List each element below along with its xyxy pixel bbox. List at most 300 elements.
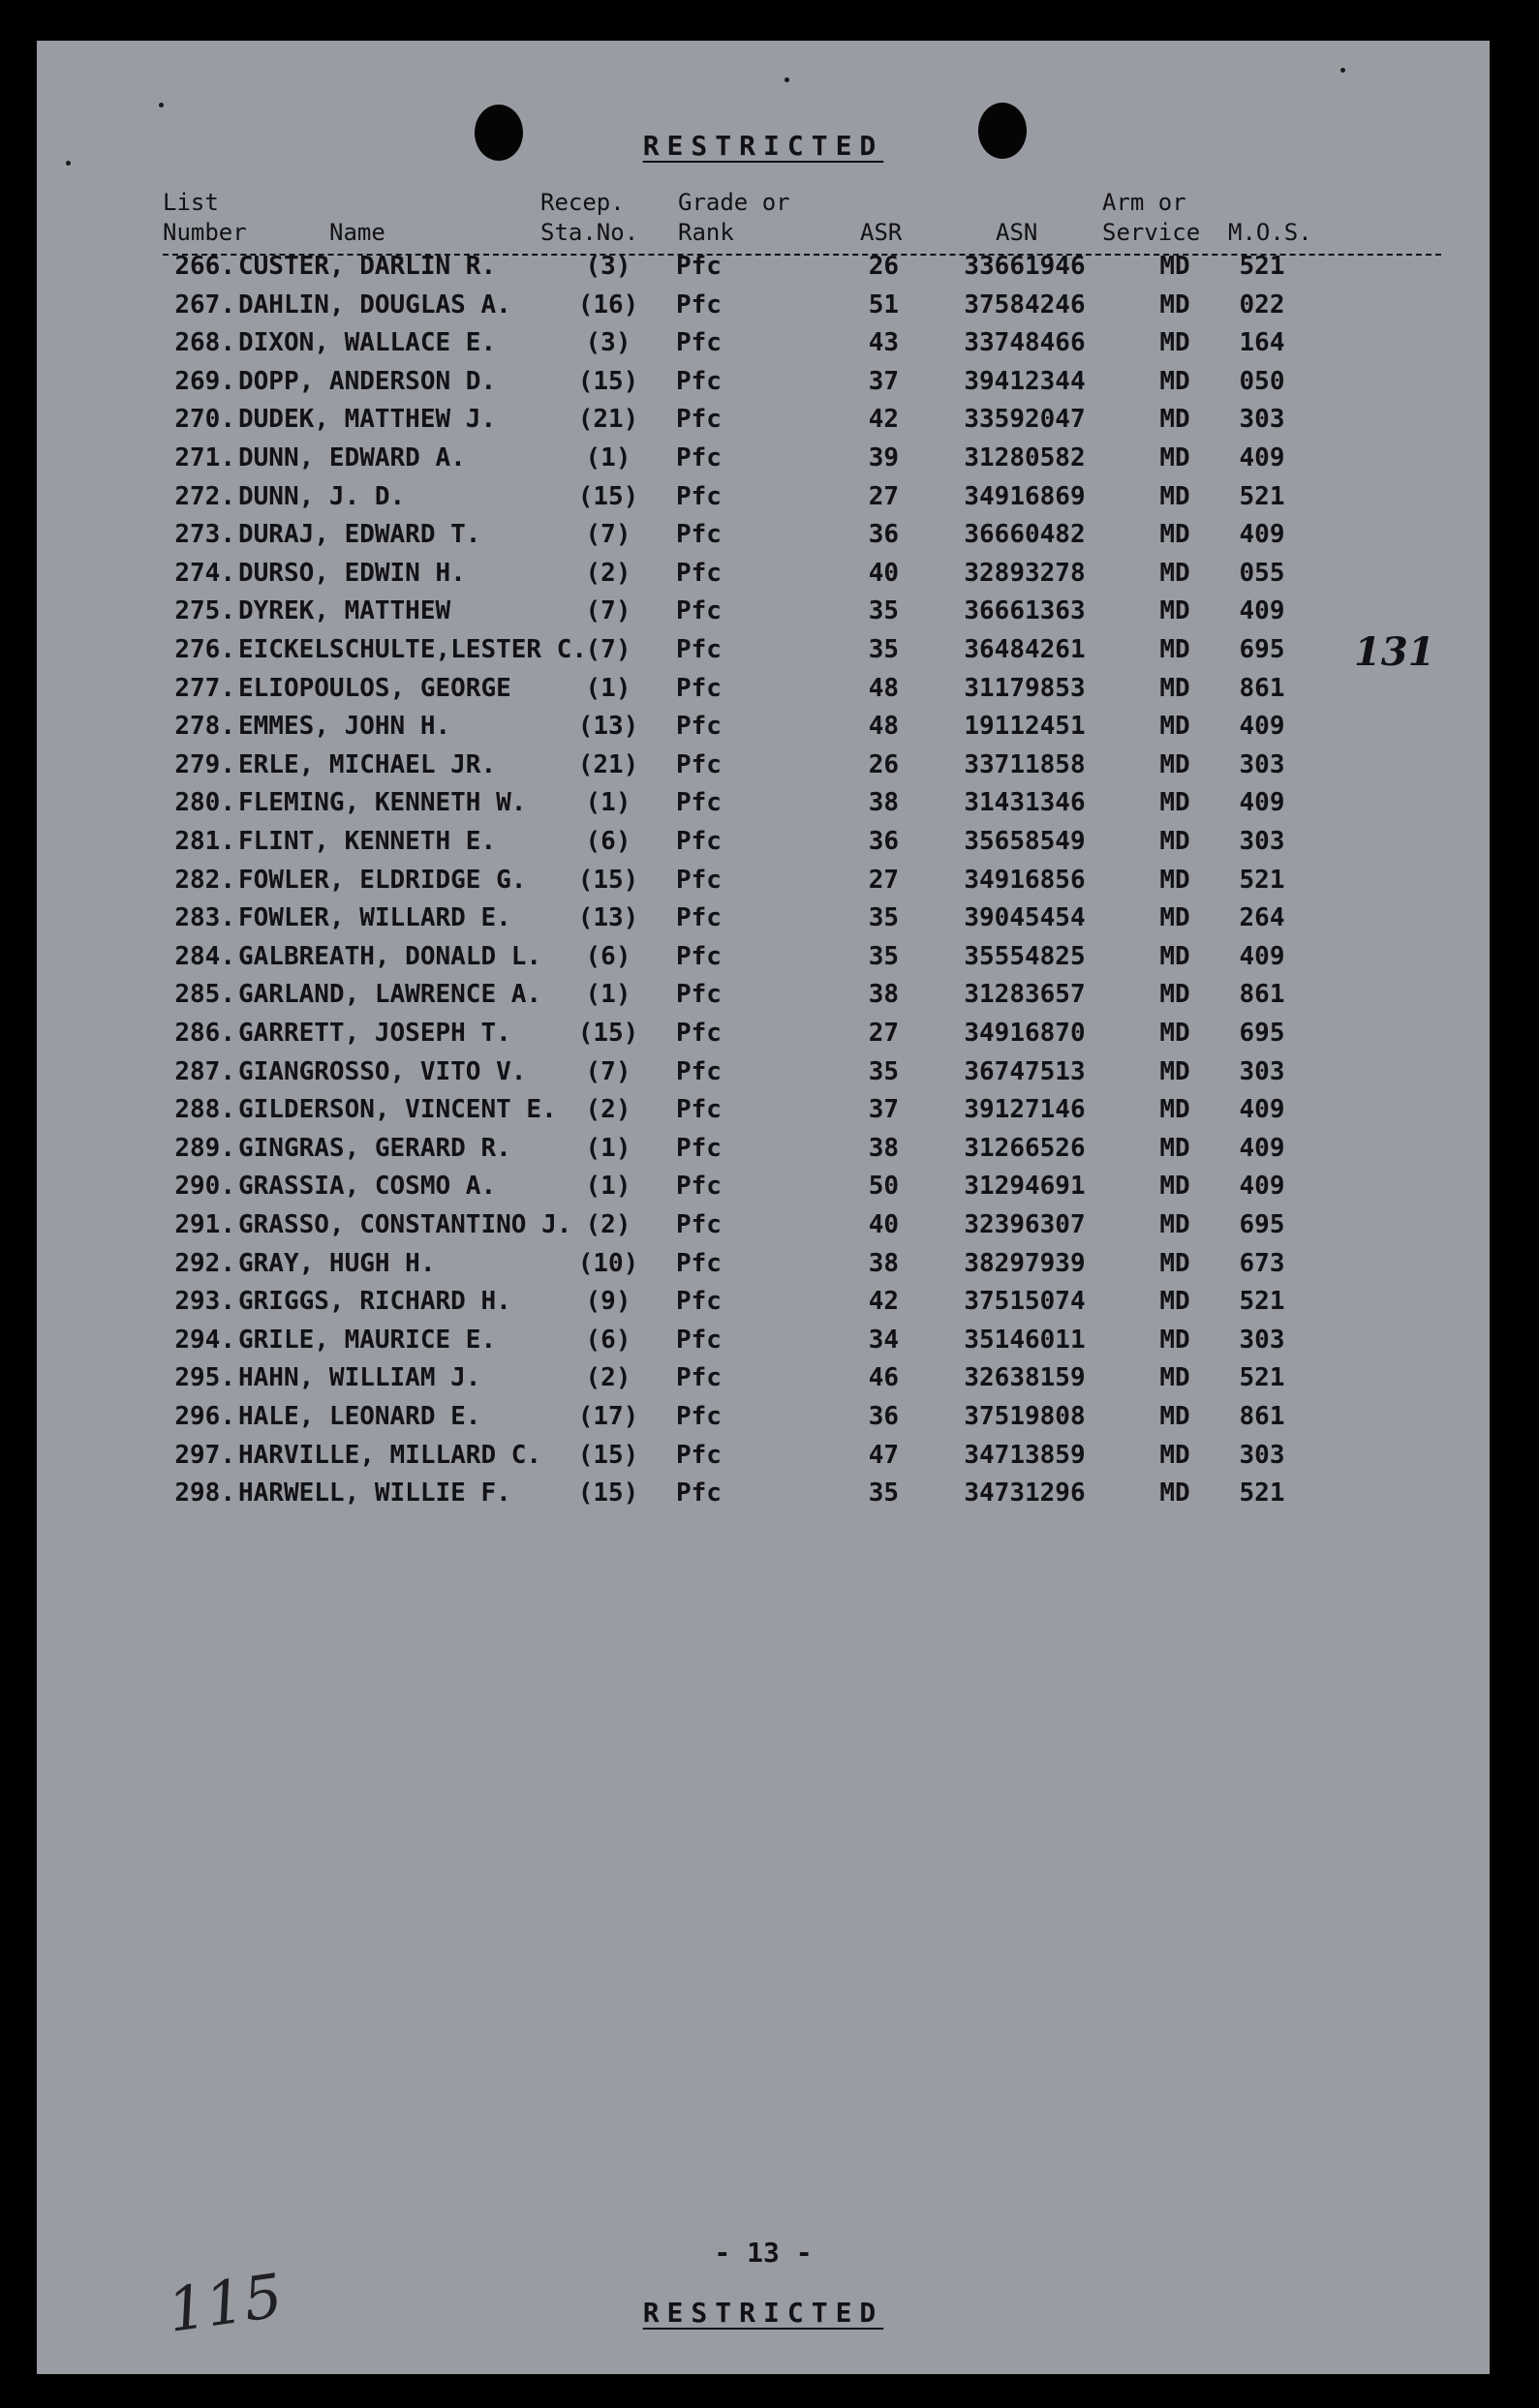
mos-code: 409	[1239, 1133, 1285, 1163]
list-number: 290.	[174, 1172, 235, 1202]
reception-station: (1)	[585, 1172, 631, 1202]
arm-service: MD	[1159, 788, 1190, 818]
mos-code: 050	[1239, 366, 1285, 396]
list-number: 298.	[174, 1478, 235, 1509]
col-header-list-number: List Number	[163, 189, 247, 246]
page-number: - 13 -	[714, 2237, 813, 2269]
soldier-name: DURAJ, EDWARD T.	[238, 520, 481, 550]
reception-station: (10)	[577, 1248, 639, 1278]
list-number: 294.	[174, 1325, 235, 1355]
list-number: 286.	[174, 1019, 235, 1048]
col-header-grade: Grade or Rank	[678, 189, 790, 246]
arm-service: MD	[1159, 443, 1190, 472]
grade: Pfc	[676, 366, 722, 396]
mos-code: 409	[1239, 443, 1285, 472]
arm-service: MD	[1159, 865, 1190, 895]
asr-score: 38	[868, 1248, 899, 1278]
grade: Pfc	[676, 1210, 722, 1239]
table-row	[37, 1019, 1490, 1057]
serial-number: 39412344	[964, 366, 1086, 396]
reception-station: (2)	[585, 1363, 631, 1393]
soldier-name: GILDERSON, VINCENT E.	[238, 1095, 557, 1125]
mos-code: 521	[1239, 865, 1285, 895]
asr-score: 38	[868, 788, 899, 818]
serial-number: 31431346	[964, 788, 1086, 818]
serial-number: 31294691	[964, 1172, 1086, 1202]
asr-score: 35	[868, 1478, 899, 1509]
list-number: 270.	[174, 405, 235, 435]
asr-score: 40	[868, 1210, 899, 1239]
list-number: 278.	[174, 712, 235, 742]
grade: Pfc	[676, 712, 722, 742]
table-row	[37, 980, 1490, 1019]
reception-station: (1)	[585, 980, 631, 1010]
table-row	[37, 1402, 1490, 1441]
mos-code: 673	[1239, 1248, 1285, 1278]
mos-code: 409	[1239, 1172, 1285, 1202]
serial-number: 31266526	[964, 1133, 1086, 1163]
soldier-name: HAHN, WILLIAM J.	[238, 1363, 481, 1393]
arm-service: MD	[1159, 290, 1190, 320]
arm-service: MD	[1159, 1133, 1190, 1163]
arm-service: MD	[1159, 252, 1190, 281]
table-row	[37, 1287, 1490, 1326]
asr-score: 27	[868, 1019, 899, 1048]
table-row	[37, 903, 1490, 942]
arm-service: MD	[1159, 1056, 1190, 1086]
soldier-name: GINGRAS, GERARD R.	[238, 1133, 511, 1163]
serial-number: 35146011	[964, 1325, 1086, 1355]
grade: Pfc	[676, 749, 722, 779]
grade: Pfc	[676, 865, 722, 895]
grade: Pfc	[676, 596, 722, 626]
soldier-name: GALBREATH, DONALD L.	[238, 941, 542, 971]
grade: Pfc	[676, 1402, 722, 1431]
asr-score: 48	[868, 673, 899, 703]
mos-code: 861	[1239, 1402, 1285, 1431]
mos-code: 303	[1239, 749, 1285, 779]
asr-score: 35	[868, 941, 899, 971]
arm-service: MD	[1159, 405, 1190, 435]
mos-code: 164	[1239, 328, 1285, 358]
arm-service: MD	[1159, 1363, 1190, 1393]
list-number: 287.	[174, 1056, 235, 1086]
serial-number: 32638159	[964, 1363, 1086, 1393]
reception-station: (1)	[585, 443, 631, 472]
list-number: 289.	[174, 1133, 235, 1163]
list-number: 274.	[174, 558, 235, 588]
asr-score: 47	[868, 1440, 899, 1470]
reception-station: (1)	[585, 788, 631, 818]
asr-score: 42	[868, 1287, 899, 1317]
reception-station: (2)	[585, 558, 631, 588]
asr-score: 46	[868, 1363, 899, 1393]
reception-station: (7)	[585, 635, 631, 664]
table-row	[37, 1172, 1490, 1210]
grade: Pfc	[676, 1056, 722, 1086]
reception-station: (6)	[585, 1325, 631, 1355]
mos-code: 521	[1239, 1363, 1285, 1393]
asr-score: 27	[868, 865, 899, 895]
serial-number: 33592047	[964, 405, 1086, 435]
asr-score: 37	[868, 1095, 899, 1125]
grade: Pfc	[676, 941, 722, 971]
table-row	[37, 788, 1490, 827]
table-row	[37, 596, 1490, 635]
soldier-name: DAHLIN, DOUGLAS A.	[238, 290, 511, 320]
grade: Pfc	[676, 520, 722, 550]
mos-code: 303	[1239, 827, 1285, 856]
serial-number: 38297939	[964, 1248, 1086, 1278]
soldier-name: DIXON, WALLACE E.	[238, 328, 497, 358]
grade: Pfc	[676, 1095, 722, 1125]
grade: Pfc	[676, 1363, 722, 1393]
arm-service: MD	[1159, 1019, 1190, 1048]
serial-number: 33711858	[964, 749, 1086, 779]
soldier-name: HALE, LEONARD E.	[238, 1402, 481, 1431]
grade: Pfc	[676, 481, 722, 511]
classification-footer: RESTRICTED	[642, 2297, 884, 2329]
list-number: 295.	[174, 1363, 235, 1393]
list-number: 279.	[174, 749, 235, 779]
col-header-recep-station: Recep. Sta.No.	[540, 189, 639, 246]
serial-number: 34713859	[964, 1440, 1086, 1470]
grade: Pfc	[676, 1478, 722, 1509]
asr-score: 51	[868, 290, 899, 320]
grade: Pfc	[676, 1172, 722, 1202]
grade: Pfc	[676, 827, 722, 856]
arm-service: MD	[1159, 366, 1190, 396]
list-number: 291.	[174, 1210, 235, 1239]
asr-score: 26	[868, 749, 899, 779]
serial-number: 34916870	[964, 1019, 1086, 1048]
grade: Pfc	[676, 903, 722, 933]
reception-station: (15)	[577, 366, 639, 396]
arm-service: MD	[1159, 1440, 1190, 1470]
arm-service: MD	[1159, 1095, 1190, 1125]
table-row	[37, 328, 1490, 367]
asr-score: 27	[868, 481, 899, 511]
mos-code: 303	[1239, 1056, 1285, 1086]
list-number: 296.	[174, 1402, 235, 1431]
list-number: 280.	[174, 788, 235, 818]
arm-service: MD	[1159, 635, 1190, 664]
asr-score: 35	[868, 1056, 899, 1086]
list-number: 275.	[174, 596, 235, 626]
list-number: 292.	[174, 1248, 235, 1278]
table-row	[37, 252, 1490, 290]
grade: Pfc	[676, 443, 722, 472]
soldier-name: DYREK, MATTHEW	[238, 596, 451, 626]
table-row	[37, 443, 1490, 482]
grade: Pfc	[676, 290, 722, 320]
table-row	[37, 559, 1490, 597]
mos-code: 409	[1239, 941, 1285, 971]
table-row	[37, 1326, 1490, 1364]
serial-number: 32893278	[964, 558, 1086, 588]
soldier-name: DURSO, EDWIN H.	[238, 558, 466, 588]
soldier-name: DUDEK, MATTHEW J.	[238, 405, 497, 435]
grade: Pfc	[676, 1440, 722, 1470]
asr-score: 38	[868, 980, 899, 1010]
table-row	[37, 367, 1490, 406]
reception-station: (3)	[585, 252, 631, 281]
asr-score: 35	[868, 903, 899, 933]
col-header-asr: ASR	[860, 219, 903, 246]
mos-code: 695	[1239, 1019, 1285, 1048]
arm-service: MD	[1159, 1478, 1190, 1509]
table-row	[37, 1363, 1490, 1402]
reception-station: (15)	[577, 1478, 639, 1509]
serial-number: 33661946	[964, 252, 1086, 281]
handwritten-number: 115	[163, 2260, 287, 2346]
list-number: 267.	[174, 290, 235, 320]
reception-station: (7)	[585, 520, 631, 550]
asr-score: 42	[868, 405, 899, 435]
serial-number: 37519808	[964, 1402, 1086, 1431]
table-row	[37, 1134, 1490, 1173]
table-row	[37, 1249, 1490, 1288]
soldier-name: GARLAND, LAWRENCE A.	[238, 980, 542, 1010]
asr-score: 39	[868, 443, 899, 472]
serial-number: 19112451	[964, 712, 1086, 742]
grade: Pfc	[676, 328, 722, 358]
asr-score: 36	[868, 520, 899, 550]
mos-code: 409	[1239, 1095, 1285, 1125]
grade: Pfc	[676, 788, 722, 818]
reception-station: (7)	[585, 1056, 631, 1086]
ink-speck	[159, 103, 164, 107]
table-row	[37, 405, 1490, 443]
mos-code: 861	[1239, 673, 1285, 703]
soldier-name: HARWELL, WILLIE F.	[238, 1478, 511, 1509]
reception-station: (1)	[585, 673, 631, 703]
mos-code: 409	[1239, 712, 1285, 742]
soldier-name: HARVILLE, MILLARD C.	[238, 1440, 542, 1470]
mos-code: 409	[1239, 788, 1285, 818]
soldier-name: FOWLER, WILLARD E.	[238, 903, 511, 933]
serial-number: 37515074	[964, 1287, 1086, 1317]
serial-number: 39045454	[964, 903, 1086, 933]
grade: Pfc	[676, 558, 722, 588]
table-row	[37, 1057, 1490, 1096]
reception-station: (13)	[577, 712, 639, 742]
serial-number: 34731296	[964, 1478, 1086, 1509]
reception-station: (1)	[585, 1133, 631, 1163]
soldier-name: GRAY, HUGH H.	[238, 1248, 436, 1278]
serial-number: 35554825	[964, 941, 1086, 971]
table-row	[37, 635, 1490, 674]
serial-number: 36747513	[964, 1056, 1086, 1086]
mos-code: 409	[1239, 596, 1285, 626]
soldier-name: FLEMING, KENNETH W.	[238, 788, 527, 818]
soldier-name: GRASSO, CONSTANTINO J.	[238, 1210, 572, 1239]
asr-score: 48	[868, 712, 899, 742]
table-row	[37, 712, 1490, 750]
table-row	[37, 1210, 1490, 1249]
margin-page-stamp: 131	[1354, 629, 1435, 675]
reception-station: (6)	[585, 827, 631, 856]
table-row	[37, 674, 1490, 713]
list-number: 288.	[174, 1095, 235, 1125]
asr-score: 36	[868, 1402, 899, 1431]
list-number: 281.	[174, 827, 235, 856]
reception-station: (6)	[585, 941, 631, 971]
serial-number: 36484261	[964, 635, 1086, 664]
table-row	[37, 1095, 1490, 1134]
table-row	[37, 290, 1490, 329]
mos-code: 695	[1239, 635, 1285, 664]
mos-code: 055	[1239, 558, 1285, 588]
reception-station: (2)	[585, 1095, 631, 1125]
mos-code: 521	[1239, 1478, 1285, 1509]
arm-service: MD	[1159, 1287, 1190, 1317]
arm-service: MD	[1159, 520, 1190, 550]
asr-score: 36	[868, 827, 899, 856]
table-row	[37, 827, 1490, 866]
list-number: 282.	[174, 865, 235, 895]
asr-score: 38	[868, 1133, 899, 1163]
arm-service: MD	[1159, 1172, 1190, 1202]
mos-code: 303	[1239, 405, 1285, 435]
reception-station: (2)	[585, 1210, 631, 1239]
reception-station: (15)	[577, 1440, 639, 1470]
list-number: 276.	[174, 635, 235, 664]
reception-station: (7)	[585, 596, 631, 626]
serial-number: 31283657	[964, 980, 1086, 1010]
col-header-mos: M.O.S.	[1228, 219, 1312, 246]
list-number: 266.	[174, 252, 235, 281]
soldier-name: GIANGROSSO, VITO V.	[238, 1056, 527, 1086]
reception-station: (15)	[577, 865, 639, 895]
grade: Pfc	[676, 1287, 722, 1317]
soldier-name: FOWLER, ELDRIDGE G.	[238, 865, 527, 895]
serial-number: 32396307	[964, 1210, 1086, 1239]
col-header-arm-service: Arm or Service	[1102, 189, 1201, 246]
soldier-name: DOPP, ANDERSON D.	[238, 366, 497, 396]
arm-service: MD	[1159, 673, 1190, 703]
list-number: 269.	[174, 366, 235, 396]
table-row	[37, 482, 1490, 521]
arm-service: MD	[1159, 749, 1190, 779]
classification-header: RESTRICTED	[642, 130, 884, 162]
soldier-name: DUNN, EDWARD A.	[238, 443, 466, 472]
asr-score: 35	[868, 635, 899, 664]
mos-code: 303	[1239, 1440, 1285, 1470]
reception-station: (9)	[585, 1287, 631, 1317]
serial-number: 33748466	[964, 328, 1086, 358]
soldier-name: FLINT, KENNETH E.	[238, 827, 497, 856]
reception-station: (17)	[577, 1402, 639, 1431]
ink-speck	[785, 77, 789, 82]
arm-service: MD	[1159, 596, 1190, 626]
serial-number: 36661363	[964, 596, 1086, 626]
reception-station: (16)	[577, 290, 639, 320]
reception-station: (15)	[577, 1019, 639, 1048]
serial-number: 37584246	[964, 290, 1086, 320]
mos-code: 409	[1239, 520, 1285, 550]
grade: Pfc	[676, 1325, 722, 1355]
asr-score: 35	[868, 596, 899, 626]
list-number: 272.	[174, 481, 235, 511]
list-number: 297.	[174, 1440, 235, 1470]
serial-number: 39127146	[964, 1095, 1086, 1125]
asr-score: 37	[868, 366, 899, 396]
list-number: 271.	[174, 443, 235, 472]
serial-number: 34916869	[964, 481, 1086, 511]
soldier-name: DUNN, J. D.	[238, 481, 406, 511]
soldier-name: CUSTER, DARLIN R.	[238, 252, 497, 281]
list-number: 273.	[174, 520, 235, 550]
mos-code: 521	[1239, 481, 1285, 511]
reception-station: (21)	[577, 749, 639, 779]
document-page	[37, 41, 1490, 2374]
reception-station: (13)	[577, 903, 639, 933]
serial-number: 34916856	[964, 865, 1086, 895]
serial-number: 31280582	[964, 443, 1086, 472]
table-row	[37, 866, 1490, 904]
soldier-name: EICKELSCHULTE,LESTER C.	[238, 635, 588, 664]
table-row	[37, 750, 1490, 789]
mos-code: 695	[1239, 1210, 1285, 1239]
list-number: 285.	[174, 980, 235, 1010]
ink-speck	[1340, 68, 1345, 73]
arm-service: MD	[1159, 1248, 1190, 1278]
arm-service: MD	[1159, 827, 1190, 856]
list-number: 284.	[174, 941, 235, 971]
serial-number: 31179853	[964, 673, 1086, 703]
list-number: 268.	[174, 328, 235, 358]
arm-service: MD	[1159, 481, 1190, 511]
arm-service: MD	[1159, 712, 1190, 742]
reception-station: (3)	[585, 328, 631, 358]
mos-code: 521	[1239, 1287, 1285, 1317]
grade: Pfc	[676, 635, 722, 664]
col-header-asn: ASN	[996, 219, 1038, 246]
serial-number: 36660482	[964, 520, 1086, 550]
grade: Pfc	[676, 1133, 722, 1163]
arm-service: MD	[1159, 941, 1190, 971]
reception-station: (15)	[577, 481, 639, 511]
list-number: 277.	[174, 673, 235, 703]
asr-score: 34	[868, 1325, 899, 1355]
list-number: 293.	[174, 1287, 235, 1317]
grade: Pfc	[676, 1019, 722, 1048]
soldier-name: GRASSIA, COSMO A.	[238, 1172, 497, 1202]
grade: Pfc	[676, 405, 722, 435]
mos-code: 022	[1239, 290, 1285, 320]
soldier-name: GARRETT, JOSEPH T.	[238, 1019, 511, 1048]
mos-code: 861	[1239, 980, 1285, 1010]
arm-service: MD	[1159, 980, 1190, 1010]
arm-service: MD	[1159, 903, 1190, 933]
mos-code: 521	[1239, 252, 1285, 281]
soldier-name: ELIOPOULOS, GEORGE	[238, 673, 511, 703]
grade: Pfc	[676, 1248, 722, 1278]
grade: Pfc	[676, 673, 722, 703]
grade: Pfc	[676, 252, 722, 281]
arm-service: MD	[1159, 328, 1190, 358]
soldier-name: EMMES, JOHN H.	[238, 712, 451, 742]
asr-score: 43	[868, 328, 899, 358]
soldier-name: ERLE, MICHAEL JR.	[238, 749, 497, 779]
arm-service: MD	[1159, 558, 1190, 588]
list-number: 283.	[174, 903, 235, 933]
col-header-name: Name	[329, 219, 385, 246]
mos-code: 303	[1239, 1325, 1285, 1355]
soldier-name: GRILE, MAURICE E.	[238, 1325, 497, 1355]
arm-service: MD	[1159, 1325, 1190, 1355]
